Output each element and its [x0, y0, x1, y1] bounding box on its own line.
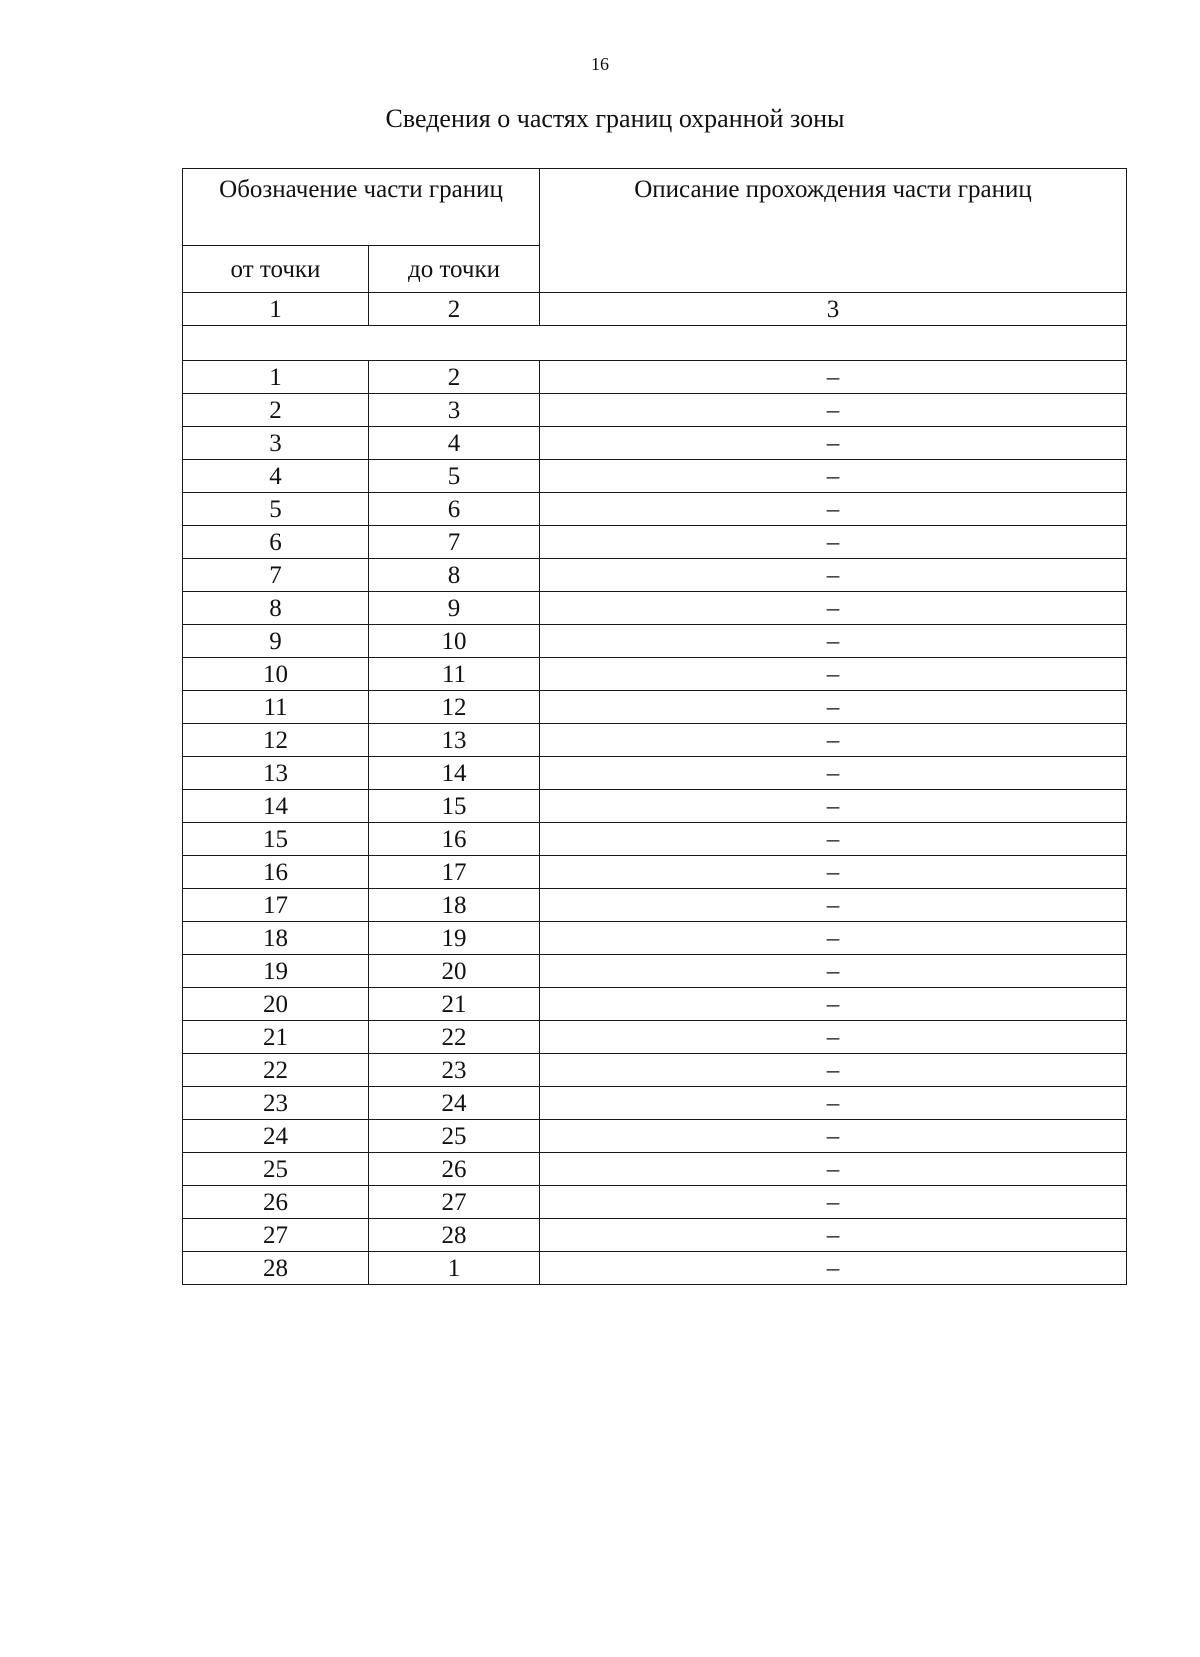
- table-row: [183, 526, 1127, 559]
- table-row: [183, 856, 1127, 889]
- from-point-cell: 20: [183, 988, 369, 1021]
- header-from-point: от точки: [183, 246, 369, 293]
- from-point-cell: 2: [183, 394, 369, 427]
- description-cell: –: [540, 1153, 1127, 1186]
- table-row: [183, 1252, 1127, 1285]
- to-point-cell: 9: [369, 592, 540, 625]
- to-point-cell: 24: [369, 1087, 540, 1120]
- to-point-cell: 17: [369, 856, 540, 889]
- to-point-cell: 20: [369, 955, 540, 988]
- to-point-cell: 28: [369, 1219, 540, 1252]
- description-cell: –: [540, 427, 1127, 460]
- table-row: [183, 1087, 1127, 1120]
- table-row: [183, 493, 1127, 526]
- table-row: [183, 559, 1127, 592]
- document-title: Сведения о частях границ охранной зоны: [385, 104, 845, 133]
- from-point-cell: 1: [183, 361, 369, 394]
- table-row: [183, 1153, 1127, 1186]
- description-cell: –: [540, 823, 1127, 856]
- header-row-top: [183, 169, 1127, 246]
- description-cell: –: [540, 625, 1127, 658]
- from-point-cell: 25: [183, 1153, 369, 1186]
- table-row: [183, 955, 1127, 988]
- to-point-cell: 18: [369, 889, 540, 922]
- description-cell: –: [540, 1186, 1127, 1219]
- description-cell: –: [540, 394, 1127, 427]
- table-row: [183, 592, 1127, 625]
- boundary-parts-table: [182, 168, 1127, 1285]
- table-row: [183, 691, 1127, 724]
- description-cell: –: [540, 460, 1127, 493]
- from-point-cell: 24: [183, 1120, 369, 1153]
- to-point-cell: 8: [369, 559, 540, 592]
- from-point-cell: 5: [183, 493, 369, 526]
- from-point-cell: 4: [183, 460, 369, 493]
- to-point-cell: 1: [369, 1252, 540, 1285]
- to-point-cell: 13: [369, 724, 540, 757]
- to-point-cell: 3: [369, 394, 540, 427]
- to-point-cell: 22: [369, 1021, 540, 1054]
- column-number: 1: [183, 293, 369, 326]
- to-point-cell: 21: [369, 988, 540, 1021]
- table-row: [183, 460, 1127, 493]
- from-point-cell: 16: [183, 856, 369, 889]
- table-row: [183, 394, 1127, 427]
- from-point-cell: 17: [183, 889, 369, 922]
- description-cell: –: [540, 955, 1127, 988]
- from-point-cell: 8: [183, 592, 369, 625]
- from-point-cell: 6: [183, 526, 369, 559]
- to-point-cell: 5: [369, 460, 540, 493]
- description-cell: –: [540, 361, 1127, 394]
- description-cell: –: [540, 724, 1127, 757]
- to-point-cell: 16: [369, 823, 540, 856]
- table-row: [183, 790, 1127, 823]
- description-cell: –: [540, 922, 1127, 955]
- to-point-cell: 10: [369, 625, 540, 658]
- table-body: [183, 169, 1127, 1285]
- page-number: 16: [591, 54, 609, 74]
- description-cell: –: [540, 658, 1127, 691]
- column-number: 3: [540, 293, 1127, 326]
- from-point-cell: 15: [183, 823, 369, 856]
- from-point-cell: 14: [183, 790, 369, 823]
- table-row: [183, 1186, 1127, 1219]
- table-row: [183, 1054, 1127, 1087]
- description-cell: –: [540, 691, 1127, 724]
- from-point-cell: 18: [183, 922, 369, 955]
- to-point-cell: 23: [369, 1054, 540, 1087]
- table-row: [183, 625, 1127, 658]
- header-to-point: до точки: [369, 246, 540, 293]
- to-point-cell: 27: [369, 1186, 540, 1219]
- description-cell: –: [540, 1252, 1127, 1285]
- description-cell: –: [540, 1054, 1127, 1087]
- table-row: [183, 427, 1127, 460]
- to-point-cell: 19: [369, 922, 540, 955]
- from-point-cell: 21: [183, 1021, 369, 1054]
- from-point-cell: 27: [183, 1219, 369, 1252]
- to-point-cell: 4: [369, 427, 540, 460]
- description-cell: –: [540, 790, 1127, 823]
- to-point-cell: 15: [369, 790, 540, 823]
- table-row: [183, 658, 1127, 691]
- empty-row: [183, 326, 1127, 361]
- table-row: [183, 724, 1127, 757]
- description-cell: –: [540, 757, 1127, 790]
- description-cell: –: [540, 493, 1127, 526]
- to-point-cell: 2: [369, 361, 540, 394]
- header-boundary-description: Описание прохождения части границ: [540, 169, 1127, 293]
- table-row: [183, 823, 1127, 856]
- description-cell: –: [540, 1219, 1127, 1252]
- description-cell: –: [540, 1021, 1127, 1054]
- table-row: [183, 757, 1127, 790]
- table-row: [183, 889, 1127, 922]
- to-point-cell: 11: [369, 658, 540, 691]
- column-number-row: [183, 293, 1127, 326]
- table-row: [183, 361, 1127, 394]
- column-number: 2: [369, 293, 540, 326]
- table-row: [183, 1021, 1127, 1054]
- description-cell: –: [540, 1120, 1127, 1153]
- table-row: [183, 1219, 1127, 1252]
- to-point-cell: 14: [369, 757, 540, 790]
- description-cell: –: [540, 559, 1127, 592]
- from-point-cell: 23: [183, 1087, 369, 1120]
- from-point-cell: 7: [183, 559, 369, 592]
- to-point-cell: 7: [369, 526, 540, 559]
- header-boundary-designation: Обозначение части границ: [183, 169, 540, 246]
- to-point-cell: 26: [369, 1153, 540, 1186]
- table-row: [183, 1120, 1127, 1153]
- from-point-cell: 3: [183, 427, 369, 460]
- from-point-cell: 12: [183, 724, 369, 757]
- from-point-cell: 19: [183, 955, 369, 988]
- table-row: [183, 922, 1127, 955]
- from-point-cell: 13: [183, 757, 369, 790]
- to-point-cell: 6: [369, 493, 540, 526]
- description-cell: –: [540, 592, 1127, 625]
- to-point-cell: 12: [369, 691, 540, 724]
- description-cell: –: [540, 526, 1127, 559]
- description-cell: –: [540, 856, 1127, 889]
- from-point-cell: 28: [183, 1252, 369, 1285]
- description-cell: –: [540, 988, 1127, 1021]
- description-cell: –: [540, 889, 1127, 922]
- from-point-cell: 26: [183, 1186, 369, 1219]
- from-point-cell: 9: [183, 625, 369, 658]
- to-point-cell: 25: [369, 1120, 540, 1153]
- from-point-cell: 11: [183, 691, 369, 724]
- from-point-cell: 10: [183, 658, 369, 691]
- description-cell: –: [540, 1087, 1127, 1120]
- from-point-cell: 22: [183, 1054, 369, 1087]
- table-row: [183, 988, 1127, 1021]
- empty-cell: [183, 326, 1127, 361]
